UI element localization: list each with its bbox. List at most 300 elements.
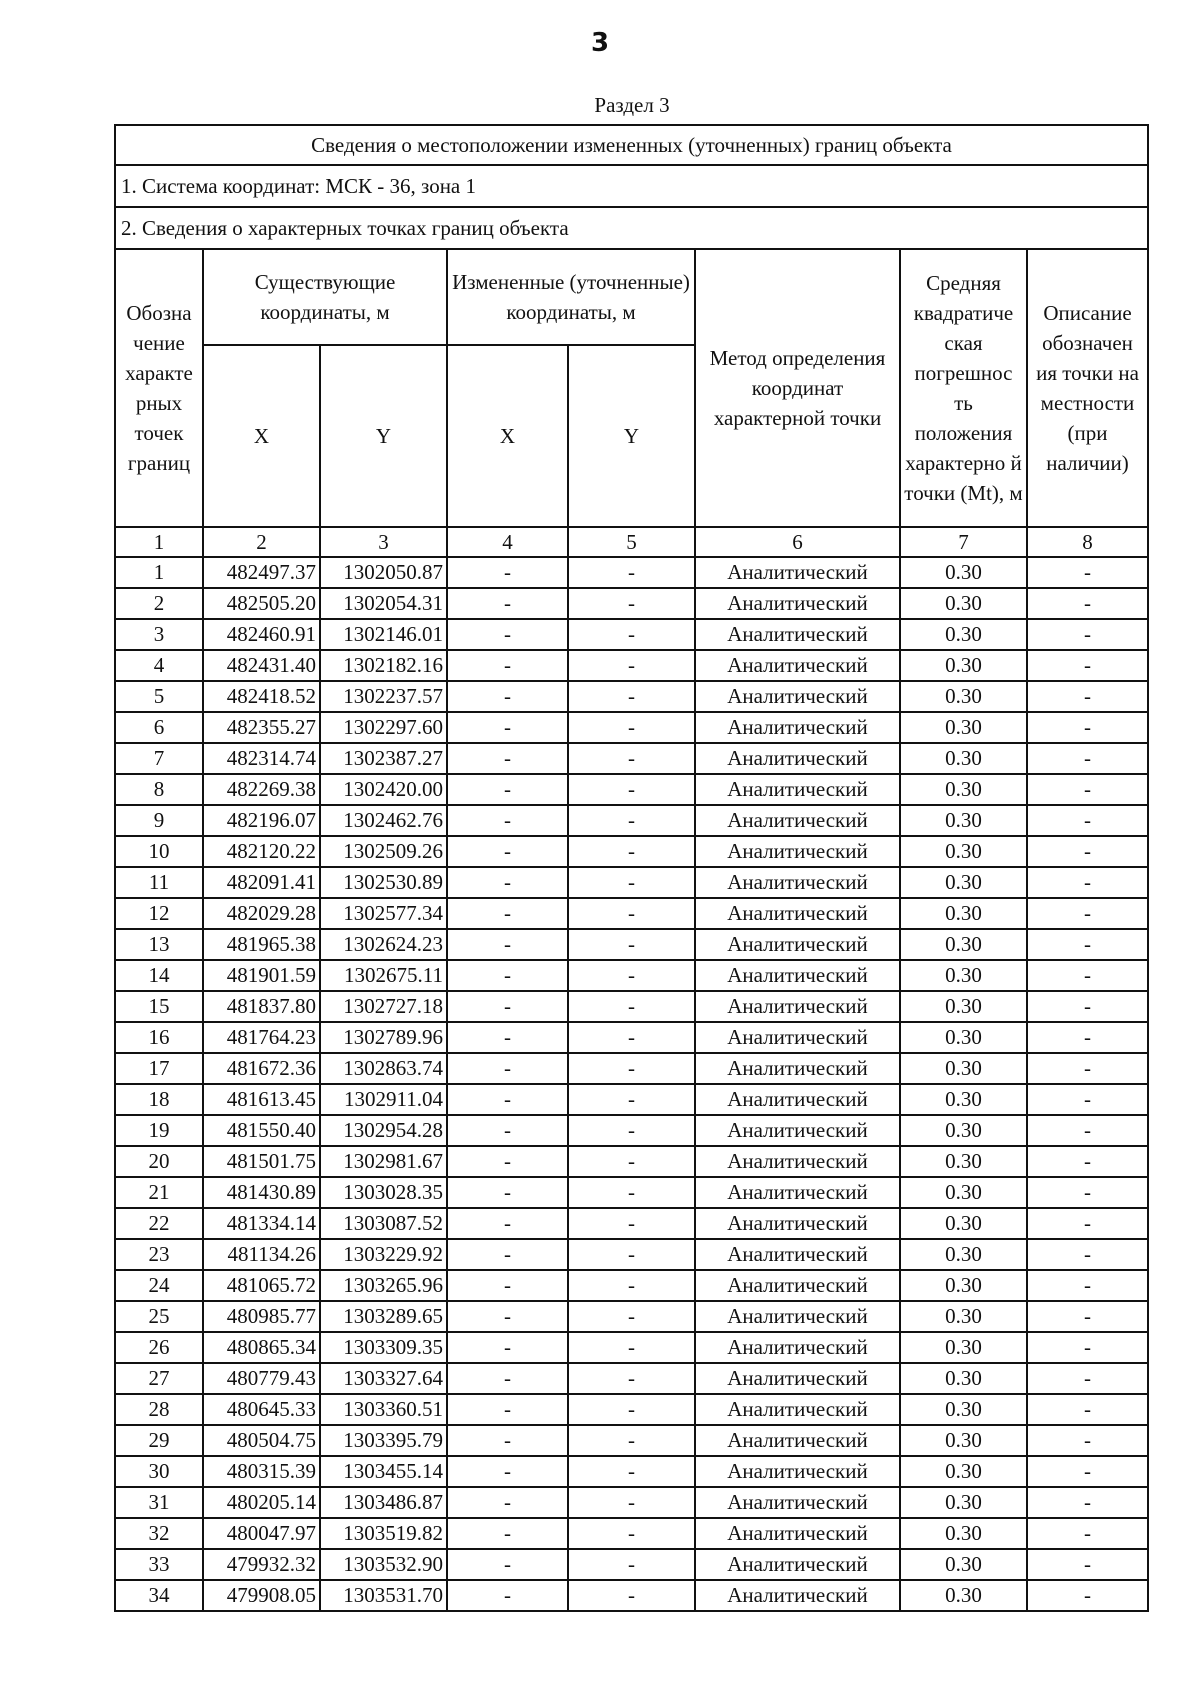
changed-x-cell: - <box>447 650 568 681</box>
table-row <box>115 1363 1148 1394</box>
point-number-cell: 22 <box>115 1208 203 1239</box>
description-cell: - <box>1027 650 1148 681</box>
header-description: Описание обозначен ия точки на местности (при наличии) <box>1027 249 1148 527</box>
table-row <box>115 1301 1148 1332</box>
changed-x-cell: - <box>447 774 568 805</box>
table-row <box>115 1332 1148 1363</box>
existing-x-cell: 481901.59 <box>203 960 320 991</box>
header-designation: Обозна чение характе рных точек границ <box>115 249 203 527</box>
changed-y-cell: - <box>568 1332 695 1363</box>
rmse-cell: 0.30 <box>900 991 1027 1022</box>
description-cell: - <box>1027 1580 1148 1611</box>
rmse-cell: 0.30 <box>900 774 1027 805</box>
point-number-cell: 24 <box>115 1270 203 1301</box>
method-cell: Аналитический <box>695 867 900 898</box>
description-cell: - <box>1027 929 1148 960</box>
method-cell: Аналитический <box>695 1115 900 1146</box>
header-rmse: Средняя квадратиче ская погрешнос ть положения характерно й точки (Mt), м <box>900 249 1027 527</box>
rmse-cell: 0.30 <box>900 1332 1027 1363</box>
description-cell: - <box>1027 712 1148 743</box>
existing-x-cell: 481550.40 <box>203 1115 320 1146</box>
changed-x-cell: - <box>447 991 568 1022</box>
changed-x-cell: - <box>447 1425 568 1456</box>
point-number-cell: 6 <box>115 712 203 743</box>
existing-x-cell: 481501.75 <box>203 1146 320 1177</box>
existing-x-cell: 482029.28 <box>203 898 320 929</box>
rmse-cell: 0.30 <box>900 1580 1027 1611</box>
method-cell: Аналитический <box>695 650 900 681</box>
changed-y-cell: - <box>568 1177 695 1208</box>
point-number-cell: 11 <box>115 867 203 898</box>
point-number-cell: 31 <box>115 1487 203 1518</box>
existing-y-cell: 1302863.74 <box>320 1053 447 1084</box>
rmse-cell: 0.30 <box>900 1208 1027 1239</box>
method-cell: Аналитический <box>695 1053 900 1084</box>
existing-y-cell: 1302182.16 <box>320 650 447 681</box>
existing-y-cell: 1302577.34 <box>320 898 447 929</box>
changed-x-cell: - <box>447 929 568 960</box>
column-number: 1 <box>115 527 203 557</box>
existing-y-cell: 1303532.90 <box>320 1549 447 1580</box>
description-cell: - <box>1027 1146 1148 1177</box>
existing-y-cell: 1302727.18 <box>320 991 447 1022</box>
table-row <box>115 1177 1148 1208</box>
changed-x-cell: - <box>447 1456 568 1487</box>
changed-y-cell: - <box>568 1549 695 1580</box>
existing-x-cell: 481065.72 <box>203 1270 320 1301</box>
point-number-cell: 13 <box>115 929 203 960</box>
method-cell: Аналитический <box>695 1487 900 1518</box>
changed-x-cell: - <box>447 1487 568 1518</box>
existing-y-cell: 1302462.76 <box>320 805 447 836</box>
table-row <box>115 588 1148 619</box>
point-number-cell: 18 <box>115 1084 203 1115</box>
description-cell: - <box>1027 991 1148 1022</box>
rmse-cell: 0.30 <box>900 619 1027 650</box>
table-row <box>115 1115 1148 1146</box>
rmse-cell: 0.30 <box>900 1177 1027 1208</box>
rmse-cell: 0.30 <box>900 1115 1027 1146</box>
existing-x-cell: 479908.05 <box>203 1580 320 1611</box>
existing-x-cell: 480645.33 <box>203 1394 320 1425</box>
method-cell: Аналитический <box>695 1208 900 1239</box>
description-cell: - <box>1027 1487 1148 1518</box>
changed-x-cell: - <box>447 1022 568 1053</box>
changed-y-cell: - <box>568 1518 695 1549</box>
rmse-cell: 0.30 <box>900 1363 1027 1394</box>
description-cell: - <box>1027 1301 1148 1332</box>
changed-y-cell: - <box>568 867 695 898</box>
description-cell: - <box>1027 681 1148 712</box>
method-cell: Аналитический <box>695 1022 900 1053</box>
rmse-cell: 0.30 <box>900 929 1027 960</box>
rmse-cell: 0.30 <box>900 805 1027 836</box>
method-cell: Аналитический <box>695 960 900 991</box>
changed-x-cell: - <box>447 1177 568 1208</box>
existing-x-cell: 480315.39 <box>203 1456 320 1487</box>
changed-y-cell: - <box>568 557 695 588</box>
column-number: 3 <box>320 527 447 557</box>
table-row <box>115 960 1148 991</box>
existing-y-cell: 1302420.00 <box>320 774 447 805</box>
method-cell: Аналитический <box>695 1456 900 1487</box>
existing-y-cell: 1303486.87 <box>320 1487 447 1518</box>
changed-x-cell: - <box>447 1301 568 1332</box>
description-cell: - <box>1027 557 1148 588</box>
changed-y-cell: - <box>568 619 695 650</box>
changed-x-cell: - <box>447 1084 568 1115</box>
method-cell: Аналитический <box>695 1580 900 1611</box>
changed-x-cell: - <box>447 1518 568 1549</box>
changed-y-cell: - <box>568 1487 695 1518</box>
table-row <box>115 929 1148 960</box>
column-number: 5 <box>568 527 695 557</box>
point-number-cell: 28 <box>115 1394 203 1425</box>
description-cell: - <box>1027 1518 1148 1549</box>
method-cell: Аналитический <box>695 1394 900 1425</box>
description-cell: - <box>1027 1425 1148 1456</box>
existing-y-cell: 1302387.27 <box>320 743 447 774</box>
description-cell: - <box>1027 1270 1148 1301</box>
existing-y-cell: 1302624.23 <box>320 929 447 960</box>
rmse-cell: 0.30 <box>900 1022 1027 1053</box>
table-row <box>115 774 1148 805</box>
existing-y-cell: 1303360.51 <box>320 1394 447 1425</box>
changed-y-cell: - <box>568 1084 695 1115</box>
changed-x-cell: - <box>447 867 568 898</box>
existing-y-cell: 1303327.64 <box>320 1363 447 1394</box>
changed-y-cell: - <box>568 1363 695 1394</box>
changed-y-cell: - <box>568 991 695 1022</box>
point-number-cell: 21 <box>115 1177 203 1208</box>
existing-x-cell: 481837.80 <box>203 991 320 1022</box>
existing-y-cell: 1302237.57 <box>320 681 447 712</box>
changed-y-cell: - <box>568 1053 695 1084</box>
method-cell: Аналитический <box>695 1239 900 1270</box>
table-row <box>115 557 1148 588</box>
changed-y-cell: - <box>568 774 695 805</box>
changed-y-cell: - <box>568 805 695 836</box>
existing-y-cell: 1302050.87 <box>320 557 447 588</box>
method-cell: Аналитический <box>695 1084 900 1115</box>
changed-y-cell: - <box>568 929 695 960</box>
description-cell: - <box>1027 1549 1148 1580</box>
section-title: Раздел 3 <box>594 93 670 117</box>
rmse-cell: 0.30 <box>900 1301 1027 1332</box>
point-number-cell: 4 <box>115 650 203 681</box>
existing-x-cell: 482505.20 <box>203 588 320 619</box>
changed-x-cell: - <box>447 1208 568 1239</box>
method-cell: Аналитический <box>695 836 900 867</box>
existing-x-cell: 481764.23 <box>203 1022 320 1053</box>
point-number-cell: 34 <box>115 1580 203 1611</box>
point-number-cell: 16 <box>115 1022 203 1053</box>
existing-y-cell: 1302981.67 <box>320 1146 447 1177</box>
description-cell: - <box>1027 1177 1148 1208</box>
changed-y-cell: - <box>568 588 695 619</box>
point-number-cell: 1 <box>115 557 203 588</box>
table-row <box>115 805 1148 836</box>
description-cell: - <box>1027 805 1148 836</box>
rmse-cell: 0.30 <box>900 1239 1027 1270</box>
changed-x-cell: - <box>447 836 568 867</box>
table-body <box>115 557 1148 1611</box>
header-existing-coordinates: Существующие координаты, м <box>203 249 447 345</box>
changed-x-cell: - <box>447 1053 568 1084</box>
header-changed-y: Y <box>568 345 695 527</box>
existing-y-cell: 1303087.52 <box>320 1208 447 1239</box>
description-cell: - <box>1027 1115 1148 1146</box>
existing-y-cell: 1303289.65 <box>320 1301 447 1332</box>
table-row <box>115 1580 1148 1611</box>
description-cell: - <box>1027 1363 1148 1394</box>
changed-x-cell: - <box>447 743 568 774</box>
existing-x-cell: 481134.26 <box>203 1239 320 1270</box>
description-cell: - <box>1027 1332 1148 1363</box>
table-title: Сведения о местоположении измененных (уточненных) границ объекта <box>115 125 1148 165</box>
point-number-cell: 8 <box>115 774 203 805</box>
changed-x-cell: - <box>447 712 568 743</box>
changed-y-cell: - <box>568 1394 695 1425</box>
description-cell: - <box>1027 1208 1148 1239</box>
point-number-cell: 10 <box>115 836 203 867</box>
table-row <box>115 1487 1148 1518</box>
method-cell: Аналитический <box>695 1363 900 1394</box>
table-row <box>115 1022 1148 1053</box>
existing-y-cell: 1302789.96 <box>320 1022 447 1053</box>
rmse-cell: 0.30 <box>900 898 1027 929</box>
method-cell: Аналитический <box>695 1146 900 1177</box>
changed-y-cell: - <box>568 1239 695 1270</box>
existing-y-cell: 1302297.60 <box>320 712 447 743</box>
point-number-cell: 23 <box>115 1239 203 1270</box>
point-number-cell: 9 <box>115 805 203 836</box>
table-row <box>115 681 1148 712</box>
header-method: Метод определения координат характерной точки <box>695 249 900 527</box>
point-number-cell: 15 <box>115 991 203 1022</box>
description-cell: - <box>1027 898 1148 929</box>
table-row <box>115 1208 1148 1239</box>
column-number: 7 <box>900 527 1027 557</box>
method-cell: Аналитический <box>695 681 900 712</box>
description-cell: - <box>1027 1394 1148 1425</box>
rmse-cell: 0.30 <box>900 960 1027 991</box>
column-number: 2 <box>203 527 320 557</box>
existing-y-cell: 1303309.35 <box>320 1332 447 1363</box>
changed-x-cell: - <box>447 1270 568 1301</box>
table-row <box>115 1270 1148 1301</box>
changed-y-cell: - <box>568 1146 695 1177</box>
changed-y-cell: - <box>568 1022 695 1053</box>
method-cell: Аналитический <box>695 557 900 588</box>
rmse-cell: 0.30 <box>900 1487 1027 1518</box>
rmse-cell: 0.30 <box>900 650 1027 681</box>
coordinate-system: 1. Система координат: МСК - 36, зона 1 <box>115 165 1148 207</box>
existing-y-cell: 1302911.04 <box>320 1084 447 1115</box>
header-existing-y: Y <box>320 345 447 527</box>
changed-x-cell: - <box>447 1146 568 1177</box>
existing-x-cell: 480865.34 <box>203 1332 320 1363</box>
header-changed-coordinates: Измененные (уточненные) координаты, м <box>447 249 695 345</box>
changed-y-cell: - <box>568 650 695 681</box>
existing-y-cell: 1302509.26 <box>320 836 447 867</box>
rmse-cell: 0.30 <box>900 1270 1027 1301</box>
existing-x-cell: 480047.97 <box>203 1518 320 1549</box>
point-number-cell: 5 <box>115 681 203 712</box>
table-row <box>115 898 1148 929</box>
table-row <box>115 743 1148 774</box>
changed-x-cell: - <box>447 557 568 588</box>
point-number-cell: 29 <box>115 1425 203 1456</box>
method-cell: Аналитический <box>695 991 900 1022</box>
column-number: 6 <box>695 527 900 557</box>
existing-x-cell: 481672.36 <box>203 1053 320 1084</box>
existing-x-cell: 482460.91 <box>203 619 320 650</box>
table-row <box>115 867 1148 898</box>
method-cell: Аналитический <box>695 1177 900 1208</box>
table-row <box>115 619 1148 650</box>
existing-y-cell: 1303229.92 <box>320 1239 447 1270</box>
method-cell: Аналитический <box>695 1332 900 1363</box>
existing-x-cell: 480779.43 <box>203 1363 320 1394</box>
rmse-cell: 0.30 <box>900 1084 1027 1115</box>
method-cell: Аналитический <box>695 929 900 960</box>
existing-y-cell: 1302954.28 <box>320 1115 447 1146</box>
page-number: 3 <box>590 28 610 58</box>
existing-x-cell: 481613.45 <box>203 1084 320 1115</box>
point-number-cell: 19 <box>115 1115 203 1146</box>
description-cell: - <box>1027 1022 1148 1053</box>
existing-x-cell: 482120.22 <box>203 836 320 867</box>
changed-y-cell: - <box>568 960 695 991</box>
changed-x-cell: - <box>447 1239 568 1270</box>
existing-y-cell: 1303265.96 <box>320 1270 447 1301</box>
changed-y-cell: - <box>568 1115 695 1146</box>
changed-y-cell: - <box>568 1425 695 1456</box>
method-cell: Аналитический <box>695 588 900 619</box>
method-cell: Аналитический <box>695 1270 900 1301</box>
header-existing-x: X <box>203 345 320 527</box>
table-row <box>115 1239 1148 1270</box>
existing-x-cell: 482418.52 <box>203 681 320 712</box>
existing-x-cell: 479932.32 <box>203 1549 320 1580</box>
method-cell: Аналитический <box>695 1425 900 1456</box>
changed-y-cell: - <box>568 1270 695 1301</box>
changed-x-cell: - <box>447 1332 568 1363</box>
rmse-cell: 0.30 <box>900 1394 1027 1425</box>
description-cell: - <box>1027 588 1148 619</box>
description-cell: - <box>1027 1456 1148 1487</box>
method-cell: Аналитический <box>695 1549 900 1580</box>
table-row <box>115 712 1148 743</box>
description-cell: - <box>1027 960 1148 991</box>
column-number: 4 <box>447 527 568 557</box>
existing-y-cell: 1302530.89 <box>320 867 447 898</box>
column-number: 8 <box>1027 527 1148 557</box>
table-row <box>115 1084 1148 1115</box>
point-number-cell: 20 <box>115 1146 203 1177</box>
description-cell: - <box>1027 743 1148 774</box>
changed-y-cell: - <box>568 1456 695 1487</box>
table-row <box>115 650 1148 681</box>
rmse-cell: 0.30 <box>900 1549 1027 1580</box>
point-number-cell: 27 <box>115 1363 203 1394</box>
existing-y-cell: 1303028.35 <box>320 1177 447 1208</box>
existing-x-cell: 482196.07 <box>203 805 320 836</box>
point-number-cell: 3 <box>115 619 203 650</box>
description-cell: - <box>1027 836 1148 867</box>
changed-y-cell: - <box>568 681 695 712</box>
changed-y-cell: - <box>568 898 695 929</box>
method-cell: Аналитический <box>695 1301 900 1332</box>
existing-y-cell: 1303519.82 <box>320 1518 447 1549</box>
changed-x-cell: - <box>447 1115 568 1146</box>
existing-x-cell: 482314.74 <box>203 743 320 774</box>
changed-x-cell: - <box>447 619 568 650</box>
existing-x-cell: 482269.38 <box>203 774 320 805</box>
table-row <box>115 836 1148 867</box>
existing-x-cell: 480504.75 <box>203 1425 320 1456</box>
point-number-cell: 12 <box>115 898 203 929</box>
point-number-cell: 32 <box>115 1518 203 1549</box>
rmse-cell: 0.30 <box>900 1425 1027 1456</box>
method-cell: Аналитический <box>695 774 900 805</box>
method-cell: Аналитический <box>695 1518 900 1549</box>
method-cell: Аналитический <box>695 712 900 743</box>
table-row <box>115 1518 1148 1549</box>
description-cell: - <box>1027 1053 1148 1084</box>
changed-y-cell: - <box>568 1580 695 1611</box>
table-row <box>115 1146 1148 1177</box>
changed-x-cell: - <box>447 805 568 836</box>
existing-y-cell: 1303455.14 <box>320 1456 447 1487</box>
existing-y-cell: 1302675.11 <box>320 960 447 991</box>
point-number-cell: 30 <box>115 1456 203 1487</box>
rmse-cell: 0.30 <box>900 1146 1027 1177</box>
table-row <box>115 1394 1148 1425</box>
description-cell: - <box>1027 774 1148 805</box>
point-number-cell: 25 <box>115 1301 203 1332</box>
rmse-cell: 0.30 <box>900 743 1027 774</box>
existing-x-cell: 482431.40 <box>203 650 320 681</box>
changed-x-cell: - <box>447 898 568 929</box>
changed-x-cell: - <box>447 1363 568 1394</box>
table-row <box>115 1456 1148 1487</box>
method-cell: Аналитический <box>695 743 900 774</box>
changed-y-cell: - <box>568 712 695 743</box>
changed-y-cell: - <box>568 836 695 867</box>
existing-x-cell: 482355.27 <box>203 712 320 743</box>
changed-x-cell: - <box>447 1549 568 1580</box>
rmse-cell: 0.30 <box>900 1456 1027 1487</box>
description-cell: - <box>1027 1239 1148 1270</box>
boundary-points-table <box>114 124 1149 1612</box>
existing-x-cell: 480205.14 <box>203 1487 320 1518</box>
description-cell: - <box>1027 619 1148 650</box>
changed-x-cell: - <box>447 1394 568 1425</box>
method-cell: Аналитический <box>695 805 900 836</box>
points-info: 2. Сведения о характерных точках границ объекта <box>115 207 1148 249</box>
point-number-cell: 33 <box>115 1549 203 1580</box>
rmse-cell: 0.30 <box>900 867 1027 898</box>
point-number-cell: 26 <box>115 1332 203 1363</box>
existing-x-cell: 481430.89 <box>203 1177 320 1208</box>
point-number-cell: 17 <box>115 1053 203 1084</box>
rmse-cell: 0.30 <box>900 1518 1027 1549</box>
table-row <box>115 991 1148 1022</box>
method-cell: Аналитический <box>695 898 900 929</box>
table-row <box>115 1549 1148 1580</box>
